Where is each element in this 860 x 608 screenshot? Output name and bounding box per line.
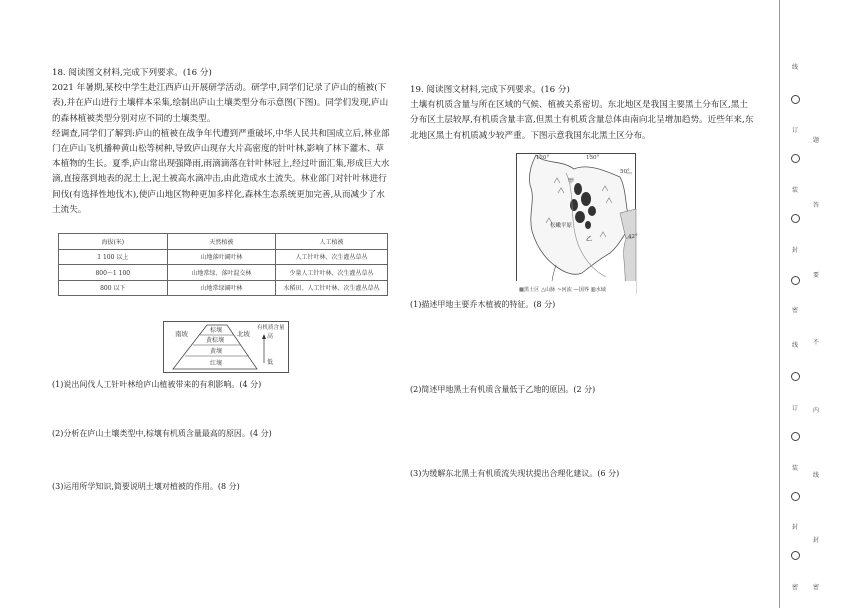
legend-high: 高	[267, 333, 274, 340]
binding-char: 内	[813, 407, 820, 414]
binding-char: 封	[792, 524, 799, 531]
binding-char: 密	[792, 307, 799, 314]
soil-label: 棕壤	[210, 327, 223, 334]
binding-hole	[791, 372, 800, 381]
table-row	[59, 265, 388, 281]
q18-sub2: (2)分析在庐山土壤类型中,棕壤有机质含量最高的原因。(4 分)	[52, 429, 272, 438]
table-cell: 水稻田、人工针叶林、次生灌丛草丛	[276, 280, 388, 296]
binding-char: 密	[813, 584, 820, 591]
table-cell: 人工针叶林、次生灌丛草丛	[276, 249, 388, 265]
table-cell: 山地常绿阔叶林	[167, 280, 276, 296]
label-yi: 乙	[586, 236, 593, 243]
binding-hole	[791, 432, 800, 441]
question-19	[410, 83, 755, 144]
binding-char: 不	[813, 339, 820, 346]
q19-para1: 土壤有机质含量与所在区域的气候、植被关系密切。东北地区是我国主要黑土分布区,黑土分布区土层较厚,有机质含量丰富,但黑土有机质含量总体由南向北呈增加趋势。近些年来,东北地区黑土有机质减少较严重。下图示意我国东北黑土区分布。	[410, 100, 754, 141]
table-header: 人工植被	[276, 234, 388, 250]
binding-char: 订	[792, 405, 799, 412]
soil-label: 黄棕壤	[206, 337, 225, 344]
binding-line	[779, 0, 780, 608]
soil-diagram	[163, 321, 289, 373]
binding-char: 题	[813, 137, 820, 144]
lon-label: 130°	[586, 155, 600, 161]
binding-char: 装	[792, 187, 799, 194]
vegetation-table	[58, 233, 388, 296]
legend-low: 低	[267, 359, 274, 366]
q18-sub3: (3)运用所学知识,简要说明土壤对植被的作用。(8 分)	[52, 482, 240, 491]
binding-char: 线	[792, 64, 799, 71]
table-header: 天然植被	[167, 234, 276, 250]
q19-sub3: (3)为缓解东北黑土有机质流失现状提出合理化建议。(6 分)	[410, 469, 620, 478]
table-cell: 1 100 以上	[59, 249, 168, 265]
south-slope-label: 南坡	[175, 330, 188, 338]
binding-char: 订	[792, 127, 799, 134]
q18-sub1: (1)说出间伐人工针叶林给庐山植被带来的有利影响。(4 分)	[52, 380, 262, 389]
northeast-map	[516, 153, 636, 295]
lon-label: 120°	[536, 155, 550, 161]
table-cell: 800～1 100	[59, 265, 168, 281]
binding-char: 密	[792, 584, 799, 591]
table-cell: 800 以下	[59, 280, 168, 296]
q18-title: 18. 阅读图文材料,完成下列要求。(16 分)	[52, 68, 212, 78]
q19-sub2: (2)简述甲地黑土有机质含量低于乙地的原因。(2 分)	[410, 385, 596, 394]
q19-title: 19. 阅读图文材料,完成下列要求。(16 分)	[410, 85, 570, 95]
binding-hole	[791, 276, 800, 285]
table-header-row	[59, 234, 388, 250]
binding-char: 要	[813, 272, 820, 279]
table-cell: 山地常绿、落叶混交林	[167, 265, 276, 281]
q18-para2: 经调查,同学们了解到:庐山的植被在战争年代遭到严重破坏,中华人民共和国成立后,林业部门在庐山飞机播种黄山松等树种,导致庐山现存大片高密度的针叶林,影响了林下灌木、草本植物的生长。夏季,庐山常出现强降雨,雨滴滴落在针叶林冠上,经过叶面汇集,形成巨大水滴,直接落到地表的泥土上,泥土被高水滴冲击,由此造成水土流失。林业部门对针叶林进行间伐(有选择性地伐木),使庐山地区物种更加多样化,森林生态系统更加完善,从而减少了水土流失。	[52, 128, 390, 215]
lat-label: 42°	[628, 234, 638, 240]
plain-label: 松嫩平原	[550, 223, 573, 229]
soil-label: 红壤	[210, 360, 223, 367]
binding-hole	[791, 95, 800, 104]
binding-char: 线	[792, 342, 799, 349]
binding-char: 封	[813, 537, 820, 544]
q18-para1: 2021 年暑期,某校中学生赴江西庐山开展研学活动。研学中,同学们记录了庐山的植被(下表),并在庐山进行土壤样本采集,绘制出庐山土壤类型分布示意图(下图)。同学们发现,庐山的森林植被类型分别对应不同的土壤类型。	[52, 83, 389, 124]
q19-sub1: (1)描述甲地主要乔木植被的特征。(8 分)	[410, 300, 556, 309]
table-header: 海拔(米)	[59, 234, 168, 250]
binding-hole	[791, 214, 800, 223]
label-jia: 甲	[568, 178, 575, 185]
binding-char: 封	[792, 247, 799, 254]
table-row	[59, 280, 388, 296]
binding-hole	[791, 492, 800, 501]
soil-label: 黄壤	[210, 348, 223, 355]
question-18	[52, 66, 392, 218]
binding-char: 答	[813, 202, 820, 209]
table-cell: 山地落叶阔叶林	[167, 249, 276, 265]
binding-hole	[791, 551, 800, 560]
table-row	[59, 249, 388, 265]
lat-label: 50°	[620, 169, 630, 175]
binding-hole	[791, 154, 800, 163]
map-legend: ▩黑土区 △山脉 ~河流 —国界 ▥水域	[519, 287, 606, 293]
binding-char: 线	[813, 472, 820, 479]
binding-char: 装	[792, 465, 799, 472]
table-cell: 少量人工针叶林、次生灌丛草丛	[276, 265, 388, 281]
north-slope-label: 北坡	[237, 330, 250, 338]
legend-title: 有机质含量	[257, 325, 285, 331]
